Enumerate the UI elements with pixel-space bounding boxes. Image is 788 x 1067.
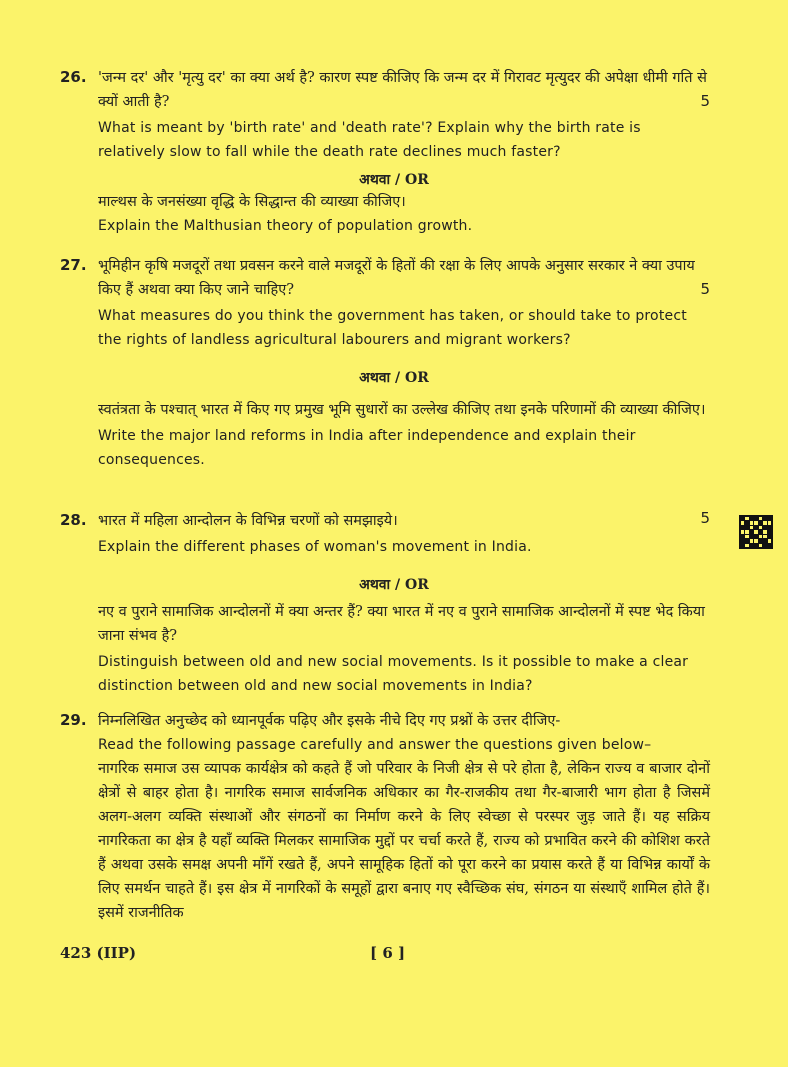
question-english: What measures do you think the government has taken, or should take to protect the rights of landless agricultural labourers and migrant workers?: [98, 308, 687, 348]
marks: 5: [700, 92, 710, 110]
question-english: What is meant by 'birth rate' and 'death rate'? Explain why the birth rate is relatively slow to fall while the death rate declines much faster?: [98, 120, 641, 160]
or-separator: अथवा / OR: [359, 577, 429, 593]
question-number: 29.: [60, 711, 87, 729]
question-hindi: 'जन्म दर' और 'मृत्यु दर' का क्या अर्थ है? कारण स्पष्ट कीजिए कि जन्म दर में गिरावट मृत्युदर की अपेक्षा धीमी गति से क्यों आती है?: [98, 70, 707, 110]
question-27: [60, 254, 710, 352]
question-number: 27.: [60, 256, 87, 274]
question-english: Explain the different phases of woman's movement in India.: [98, 539, 532, 555]
question-number: 28.: [60, 511, 87, 529]
alt-question-hindi: माल्थस के जनसंख्या वृद्धि के सिद्धान्त की व्याख्या कीजिए।: [98, 194, 406, 210]
alt-question-english: Explain the Malthusian theory of population growth.: [98, 218, 473, 234]
passage-text: नागरिक समाज उस व्यापक कार्यक्षेत्र को कहते हैं जो परिवार के निजी क्षेत्र से परे होता है, लेकिन राज्य व बाजार दोनों क्षेत्रों से बाहर होता है। नागरिक समाज सार्वजनिक अधिकार का गैर-राजकीय तथा गैर-बाजारी भाग होता है जिसमें अलग-अलग व्यक्ति संस्थाओं और संगठनों का निर्माण करने के लिए स्वेच्छा से परस्पर जुड़ जाते हैं। यह सक्रिय नागरिकता का क्षेत्र है यहाँ व्यक्ति मिलकर सामाजिक मुद्दों पर चर्चा करते हैं, राज्य को प्रभावित करने की कोशिश करते हैं अथवा उसके समक्ष अपनी माँगें रखते हैं, अपने सामूहिक हितों को पूरा करने का प्रयास करते हैं या विभिन्न कार्यों के लिए समर्थन चाहते हैं। इस क्षेत्र में नागरिकों के समूहों द्वारा बनाए गए स्वैच्छिक संघ, संगठन या संस्थाएँ शामिल होते हैं। इसमें राजनीतिक: [98, 761, 710, 921]
marks: 5: [700, 509, 710, 527]
or-separator: अथवा / OR: [359, 370, 429, 386]
question-28-alternative: [60, 600, 710, 698]
qr-code-icon: [739, 515, 773, 549]
question-hindi: भूमिहीन कृषि मजदूरों तथा प्रवसन करने वाले मजदूरों के हितों की रक्षा के लिए आपके अनुसार सरकार ने क्या उपाय किए हैं अथवा क्या किए जाने चाहिए?: [98, 258, 695, 298]
alt-question-english: Distinguish between old and new social movements. Is it possible to make a clear distinction between old and new social movements in India?: [98, 654, 689, 694]
question-29: [60, 709, 710, 925]
question-27-alternative: [60, 398, 710, 472]
paper-code: 423 (IIP): [60, 944, 137, 962]
question-hindi: भारत में महिला आन्दोलन के विभिन्न चरणों को समझाइये।: [98, 513, 398, 529]
question-english: Read the following passage carefully and answer the questions given below–: [98, 737, 652, 753]
question-26-alternative: [60, 190, 710, 238]
question-26: [60, 66, 710, 164]
alt-question-hindi: स्वतंत्रता के पश्चात् भारत में किए गए प्रमुख भूमि सुधारों का उल्लेख कीजिए तथा इनके परिणामों की व्याख्या कीजिए।: [98, 402, 706, 418]
or-separator: अथवा / OR: [359, 172, 429, 188]
question-hindi: निम्नलिखित अनुच्छेद को ध्यानपूर्वक पढ़िए और इसके नीचे दिए गए प्रश्नों के उत्तर दीजिए-: [98, 713, 561, 729]
alt-question-english: Write the major land reforms in India after independence and explain their consequences.: [98, 428, 636, 468]
page-number: [ 6 ]: [370, 944, 406, 962]
alt-question-hindi: नए व पुराने सामाजिक आन्दोलनों में क्या अन्तर हैं? क्या भारत में नए व पुराने सामाजिक आन्दोलनों में स्पष्ट भेद किया जाना संभव है?: [98, 604, 705, 644]
question-number: 26.: [60, 68, 87, 86]
question-28: [60, 509, 710, 559]
marks: 5: [700, 280, 710, 298]
